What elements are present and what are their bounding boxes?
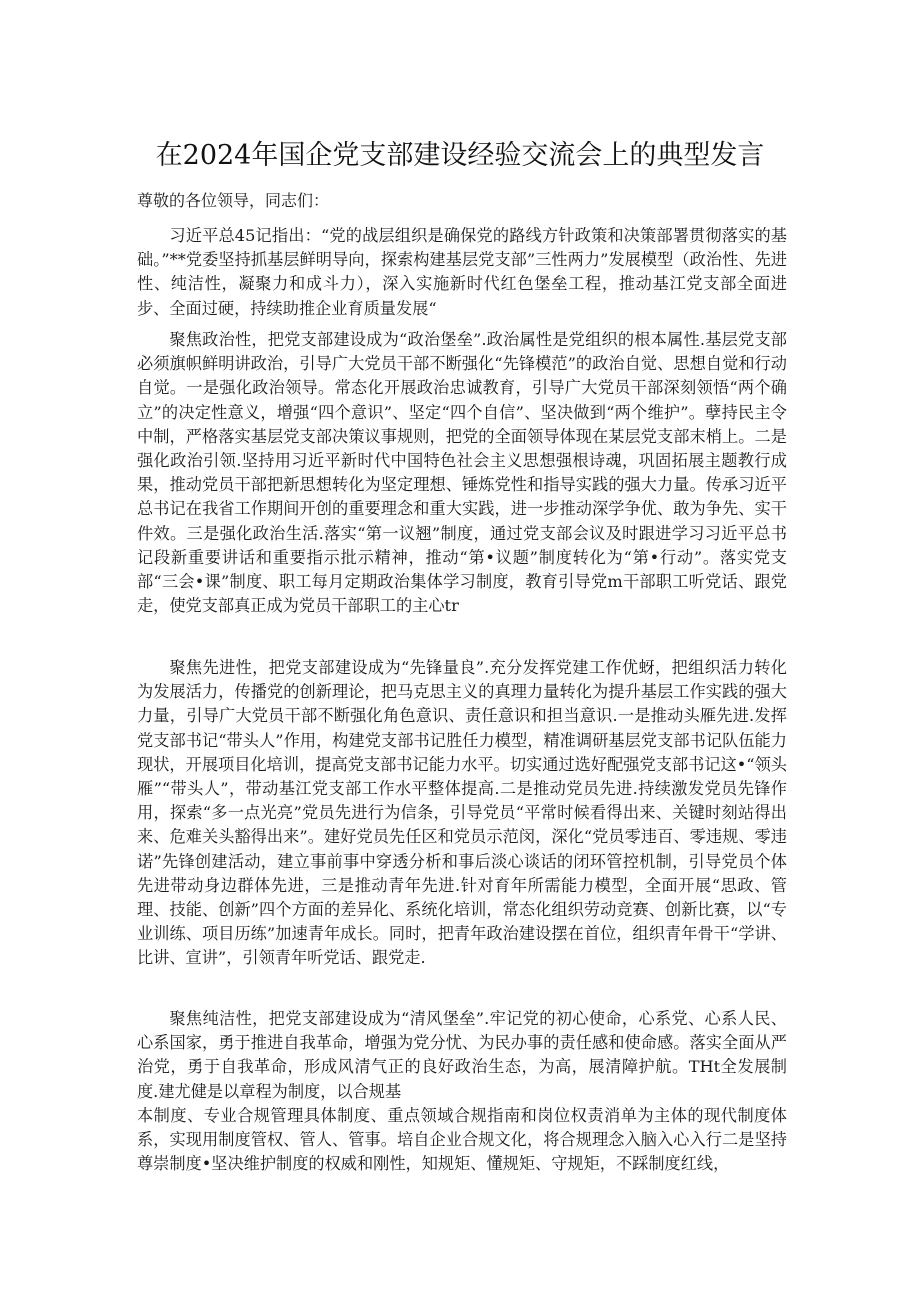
paragraph-political: 聚焦政治性，把党支部建设成为“政治堡垒”.政治属性是党组织的根本属性.基层党支部必须旗帜鲜明讲政治，引导广大党员干部不断强化“先锋模范”的政治自觉、思想自觉和行动自觉。一是强化政治领导。常态化开展政治忠诚教育，引导广大党员干部深刻领悟“两个确立”的决定性意义，增强“四个意识”、坚定“四个自信”、坚决做到“两个维护”。孽持民主令中制，严格落实基层党支部决策议事规则，把党的全面领导体现在某层党支部末梢上。二是强化政治引领.坚持用习近平新时代中国特色社会主义思想强根诗魂，巩固拓展主题教行成果，推动党员干部把新思想转化为坚定理想、锤炼党性和指导实践的强大力量。传承习近平总书记在我省工作期间开创的重要理念和重大实践，进一步推动深学争优、敢为争先、实干件效。三是强化政治生活.落实“第一议翘”制度，通过党支部会议及时跟进学习习近平总书记段新重要讲话和重要指示批示精神，推动“第•议题”制度转化为“第•行动”。落实党支部“三会•课”制度、职工每月定期政治集体学习制度，教育引导党m干部职工听党话、跟党走，使党支部真正成为党员干部职工的主心tr (137, 330, 787, 616)
paragraph-intro: 习近平总45记指出：“党的战层组织是确保党的路线方针政策和决策部署贯彻落实的基础。”**党委坚持抓基层鲜明导向，探索构建基层党支部”三性两力”发展模型（政治性、先进性、纯洁性，凝聚力和成斗力），深入实施新时代红色堡垒工程，推动基江党支部全面进步、全面过硬，持续助推企业育质量发展“ (137, 226, 787, 318)
paragraph-advanced: 聚焦先进性，把党支部建设成为“先锋量良”.充分发挥党建工作优蚜，把组织活力转化为发展活力，传播党的创新理论，把马克思主义的真理力量转化为提升基层工作实践的强大力量，引导广大党员干部不断强化角色意识、责任意识和担当意识.一是推动头雁先进.发挥党支部书记“带头人”作用，构建党支部书记胜任力模型，精准调研基层党支部书记队伍能力现状，开展项目化培训，提高党支部书记能力水平。切实通过选好配强党支部书记这•“领头雁”“带头人”，带动基江党支部工作水平整体提高.二是推动党员先进.持续激发党员先锋作用，探索“多一点光亮”党员先进行为信条，引导党员“平常时候看得出来、关键时刻站得出来、危难关头豁得出来”。建好党员先任区和党员示范闵，深化“党员零违百、零违规、零违诺”先锋创建活动，建立事前事中穿透分析和事后淡心谈话的闭环管控机制，引导党员个体先进带动身边群体先进，三是推动青年先进.针对育年所需能力模型，全面开展“思政、管理、技能、创新”四个方面的差异化、系统化培训，常态化组织劳动竞赛、创新比赛，以“专业训练、项目历练”加速青年成长。同时，把青年政治建设摆在首位，组织青年骨干“学讲、比讲、宣讲”，引领青年听党话、跟党走. (137, 658, 787, 968)
document-title: 在2024年国企党支部建设经验交流会上的典型发言 (155, 140, 765, 171)
paragraph-continuation: 本制度、专业合规管理具体制度、重点领域合规指南和岗位权责消单为主体的现代制度体系，实现用制度管权、管人、管事。培自企业合规文化，将合规理念入脑入心入行二是坚持尊崇制度•坚决维护制度的权威和刚性，知规矩、懂规矩、守规矩，不踩制度红线， (137, 1106, 787, 1174)
salutation: 尊敬的各位领导，同志们： (137, 191, 330, 210)
paragraph-purity: 聚焦纯洁性，把党支部建设成为“清风堡垒”.牢记党的初心使命，心系党、心系人民、心系国家，勇于推进自我革命，增强为党分忧、为民办事的责任感和使命感。落实全面从严治党，勇于自我革命，形成风清气正的良好政治生态，为高，展清障护航。THt全发展制度.建尤健是以章程为制度，以合规基 (137, 1009, 787, 1101)
